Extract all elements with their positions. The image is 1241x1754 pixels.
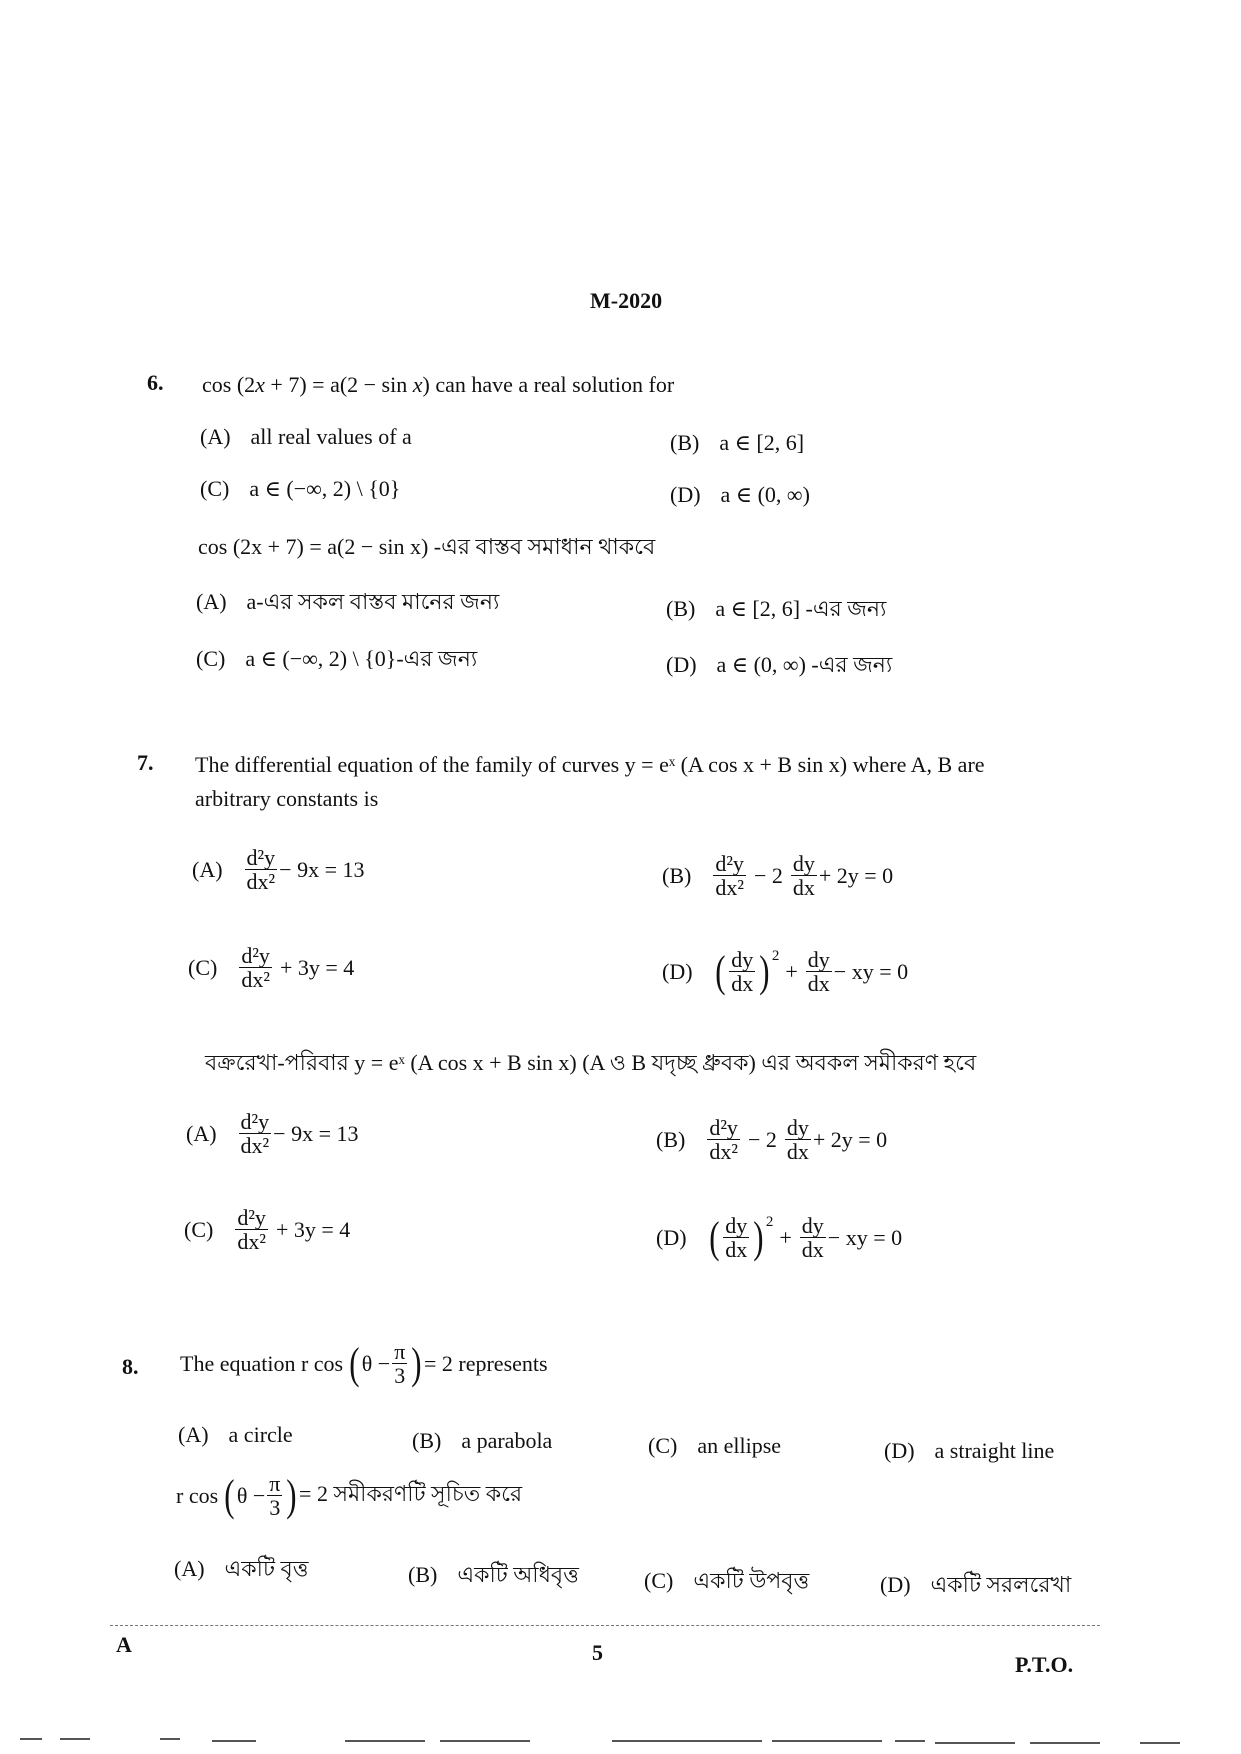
question-stem-bn: r cos ( θ − $\frac{\pi}{3}$ ) = 2 সমীকরণটি সূচিত করে (176, 1470, 523, 1521)
option-a-en[interactable]: (A) $\frac{\text{d²y}}{\text{dx²}}$ − 9x = 13 (192, 845, 365, 895)
option-a-en[interactable]: (A) a circle (178, 1422, 293, 1447)
option-a-en[interactable]: (A) all real values of a (200, 424, 412, 449)
scan-mark (20, 1738, 42, 1740)
scan-mark (772, 1740, 882, 1742)
scan-mark (1030, 1742, 1100, 1744)
option-c-en[interactable]: (C) a ∈ (−∞, 2) \ {0} (200, 476, 401, 501)
set-label: A (116, 1632, 132, 1657)
question-number: 8. (122, 1354, 139, 1379)
option-b-en[interactable]: (B) a ∈ [2, 6] (670, 430, 805, 455)
option-d-en[interactable]: (D) ( $\frac{dy}{dx}$ ) $^2$ + $\frac{dy}{dx}$ − xy = 0 (662, 946, 909, 997)
option-b-en[interactable]: (B) a parabola (412, 1428, 553, 1453)
option-a-bn[interactable]: (A) $\frac{\text{d²y}}{\text{dx²}}$ − 9x = 13 (186, 1109, 359, 1159)
paper-code: M-2020 (590, 288, 663, 313)
scan-mark (612, 1740, 762, 1742)
option-d-bn[interactable]: (D) a ∈ (0, ∞) -এর জন্য (666, 652, 893, 677)
option-a-bn[interactable]: (A) একটি বৃত্ত (174, 1556, 309, 1581)
option-a-bn[interactable]: (A) a-এর সকল বাস্তব মানের জন্য (196, 589, 500, 614)
option-c-bn[interactable]: (C) একটি উপবৃত্ত (644, 1568, 810, 1593)
option-c-bn[interactable]: (C) a ∈ (−∞, 2) \ {0}-এর জন্য (196, 646, 478, 671)
page-number: 5 (592, 1640, 603, 1665)
question-stem-en-line1: The differential equation of the family of curves y = eˣ (A cos x + B sin x) where A, B are (195, 752, 985, 777)
scan-mark (935, 1742, 1015, 1744)
scan-mark (212, 1740, 256, 1742)
option-b-en[interactable]: (B) $\frac{\text{d²y}}{\text{dx²}}$ − 2 $\frac{dy}{dx}$ + 2y = 0 (662, 851, 894, 901)
question-stem-en-line2: arbitrary constants is (195, 786, 379, 811)
question-number: 7. (137, 750, 154, 775)
option-d-en[interactable]: (D) a straight line (884, 1438, 1055, 1463)
option-c-bn[interactable]: (C) $\frac{\text{d²y}}{\text{dx²}}$ + 3y = 4 (184, 1205, 351, 1255)
option-c-en[interactable]: (C) an ellipse (648, 1433, 782, 1458)
footer-divider (110, 1625, 1100, 1626)
scan-mark (895, 1740, 925, 1742)
option-c-en[interactable]: (C) $\frac{\text{d²y}}{\text{dx²}}$ + 3y = 4 (188, 943, 355, 993)
option-d-en[interactable]: (D) a ∈ (0, ∞) (670, 482, 810, 507)
option-b-bn[interactable]: (B) a ∈ [2, 6] -এর জন্য (666, 596, 887, 621)
question-stem-bn: বক্ররেখা-পরিবার y = eˣ (A cos x + B sin x) (A ও B যদৃচ্ছ ধ্রুবক) এর অবকল সমীকরণ হবে (205, 1050, 977, 1075)
question-stem-bn: cos (2x + 7) = a(2 − sin x) -এর বাস্তব সমাধান থাকবে (198, 534, 656, 559)
question-stem-en: cos (2x + 7) = a(2 − sin x) can have a real solution for (202, 372, 675, 397)
scan-mark (60, 1738, 90, 1740)
question-number: 6. (147, 370, 164, 395)
pto-label: P.T.O. (1015, 1652, 1074, 1677)
scan-mark (1140, 1742, 1180, 1744)
scan-mark (440, 1740, 530, 1742)
option-b-bn[interactable]: (B) $\frac{\text{d²y}}{\text{dx²}}$ − 2 $\frac{dy}{dx}$ + 2y = 0 (656, 1115, 888, 1165)
option-d-bn[interactable]: (D) একটি সরলরেখা (880, 1572, 1072, 1597)
option-b-bn[interactable]: (B) একটি অধিবৃত্ত (408, 1562, 579, 1587)
option-d-bn[interactable]: (D) ( $\frac{dy}{dx}$ ) $^2$ + $\frac{dy}{dx}$ − xy = 0 (656, 1212, 903, 1263)
scan-mark (345, 1740, 425, 1742)
question-stem-en: The equation r cos ( θ − $\frac{\pi}{3}$ ) = 2 represents (180, 1338, 548, 1389)
scan-mark (160, 1738, 180, 1740)
